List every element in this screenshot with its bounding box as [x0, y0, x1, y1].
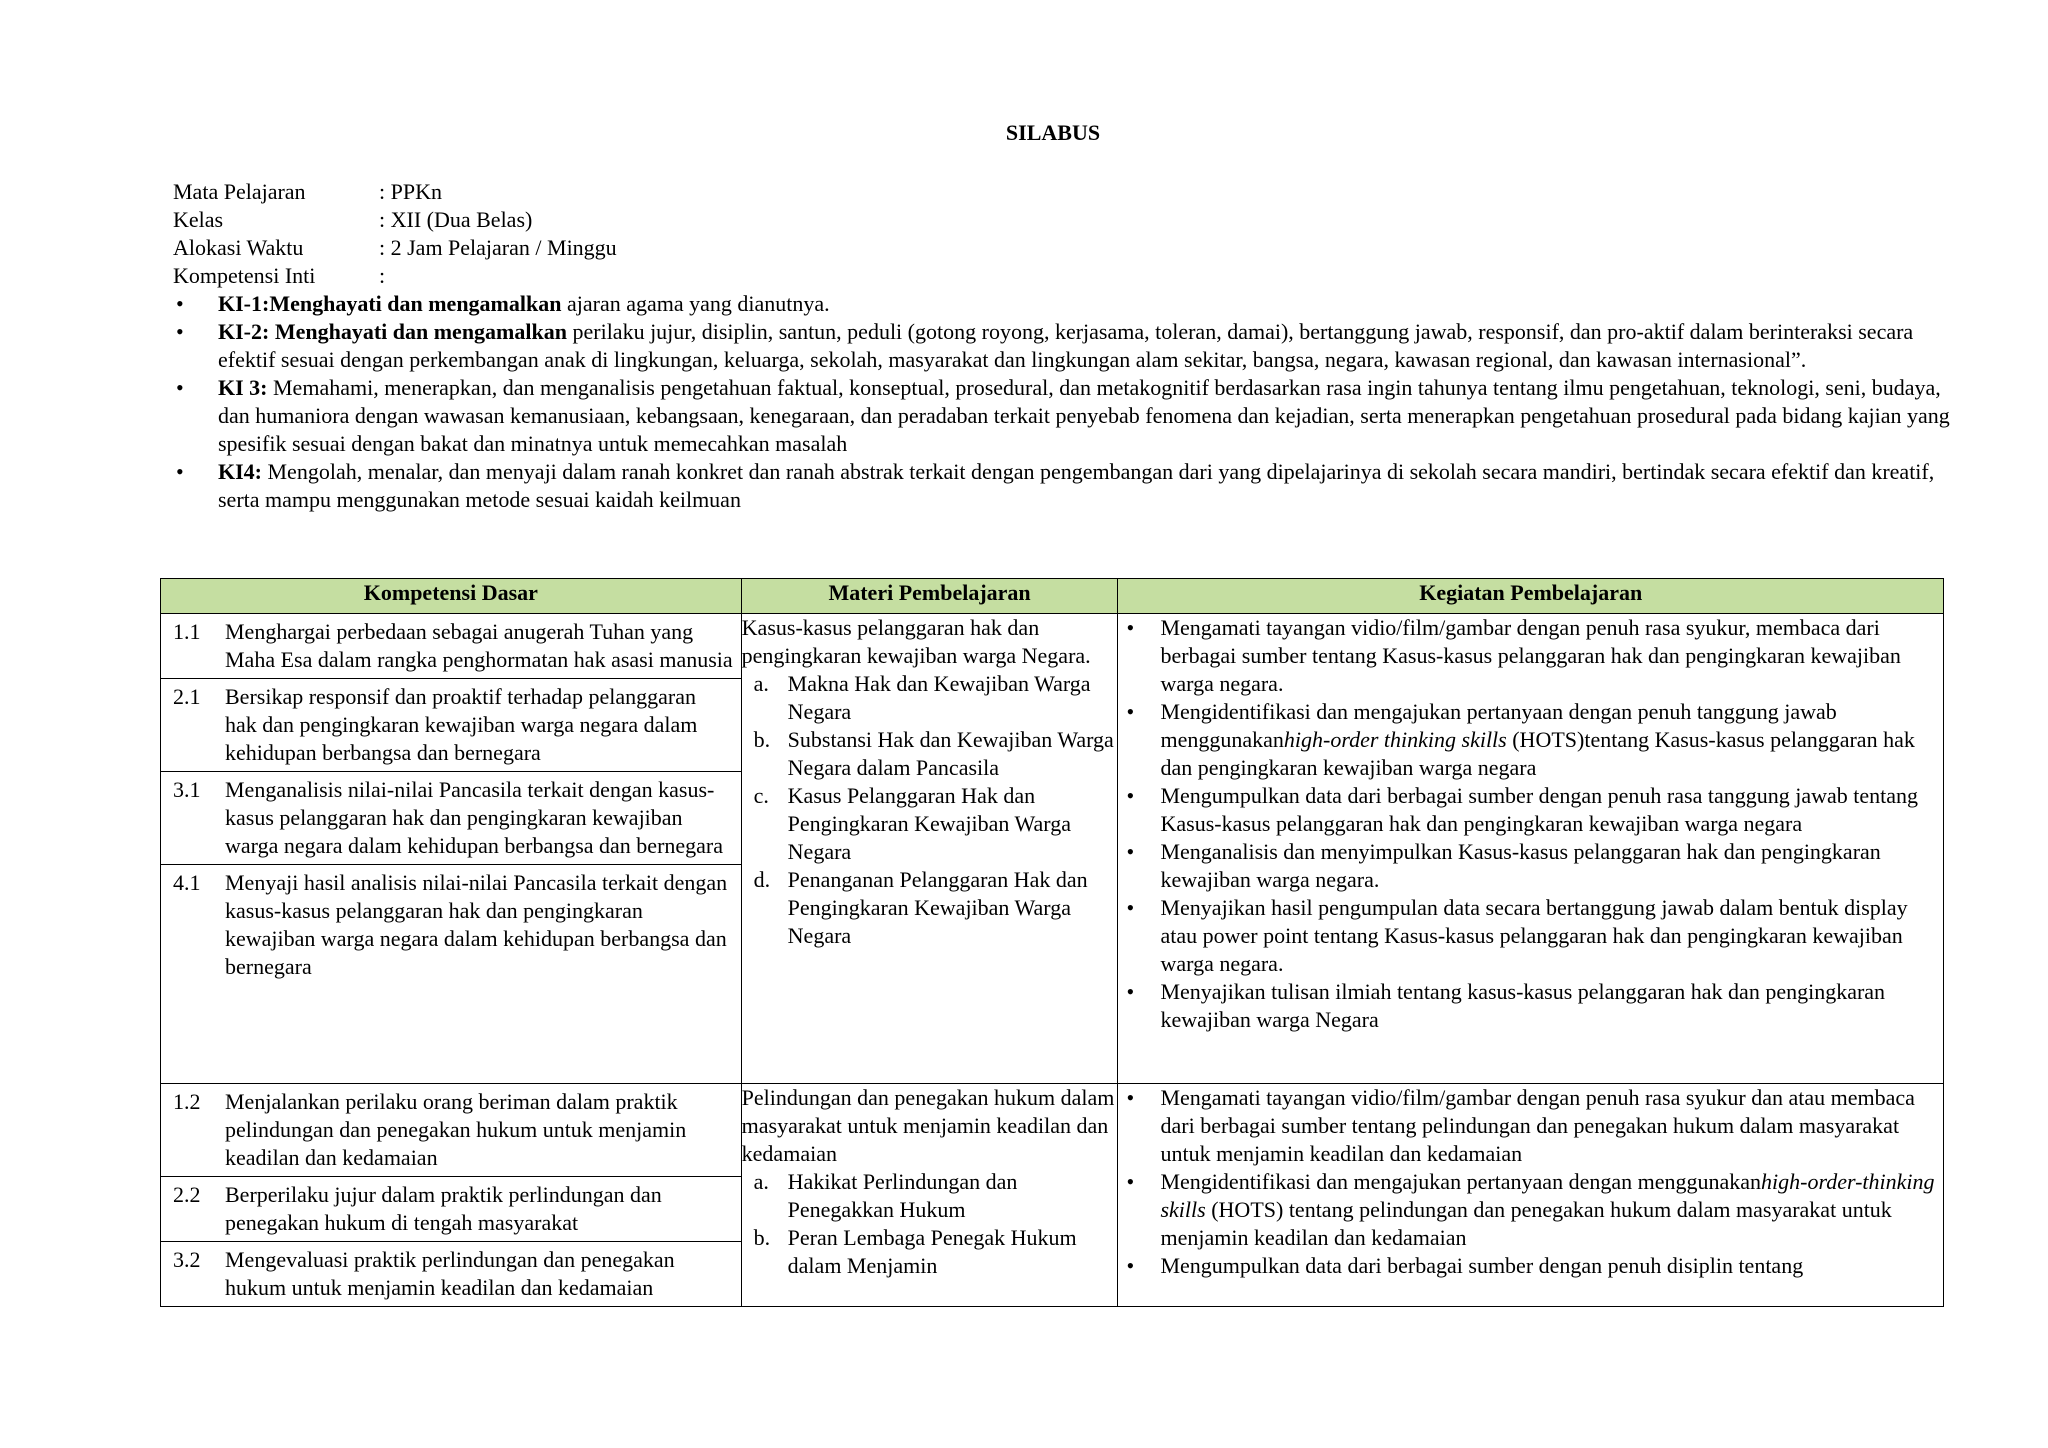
meta-row-ki: [173, 262, 617, 290]
materi-cell: [741, 614, 1118, 1084]
kegiatan-item: • Mengamati tayangan vidio/film/gambar dengan penuh rasa syukur dan atau membaca dari berbagai sumber tentang pelindungan dan penegakan hukum dalam masyarakat untuk menjamin keadilan dan kedamaian: [1118, 1084, 1943, 1168]
materi-text: Kasus Pelanggaran Hak dan Pengingkaran Kewajiban Warga Negara: [787, 783, 1071, 864]
kd-item: [161, 679, 741, 772]
kd-number: 1.2: [173, 1089, 201, 1114]
meta-row-subject: [173, 178, 617, 206]
materi-text: Substansi Hak dan Kewajiban Warga Negara dalam Pancasila: [787, 727, 1114, 780]
meta-label: Kelas: [173, 207, 224, 232]
kd-number: 3.2: [173, 1247, 201, 1272]
kd-number: 1.1: [173, 619, 201, 644]
ki-item: [173, 458, 1973, 514]
kegiatan-item: • Menyajikan hasil pengumpulan data secara bertanggung jawab dalam bentuk display atau power point tentang Kasus-kasus pelanggaran hak dan pengingkaran kewajiban warga negara.: [1118, 894, 1943, 978]
materi-intro: Kasus-kasus pelanggaran hak dan pengingkaran kewajiban warga Negara.: [741, 615, 1091, 668]
materi-letter: c.: [753, 783, 769, 808]
kegiatan-item: • Mengidentifikasi dan mengajukan pertanyaan dengan penuh tanggung jawab menggunakanhigh-order thinking skills (HOTS)tentang Kasus-kasus pelanggaran hak dan pengingkaran kewajiban warga negara: [1118, 698, 1943, 782]
subject-meta: [173, 178, 617, 290]
ki-item: [173, 318, 1973, 374]
materi-item: [742, 726, 1118, 782]
kegiatan-item: • Menyajikan tulisan ilmiah tentang kasus-kasus pelanggaran hak dan pengingkaran kewajiban warga Negara: [1118, 978, 1943, 1034]
kegiatan-cell: [1118, 1084, 1944, 1307]
ki-head: KI 3:: [218, 375, 268, 400]
materi-list: [742, 670, 1118, 950]
materi-text: Peran Lembaga Penegak Hukum dalam Menjamin: [787, 1225, 1077, 1278]
materi-text: Penanganan Pelanggaran Hak dan Pengingkaran Kewajiban Warga Negara: [787, 867, 1088, 948]
kd-cell: [161, 614, 742, 1084]
ki-item: [173, 290, 1973, 318]
table-row: [161, 1084, 1944, 1307]
materi-item: [742, 866, 1118, 950]
kd-item: [161, 1242, 741, 1306]
meta-row-class: [173, 206, 617, 234]
ki-head: KI-1:Menghayati dan mengamalkan: [218, 291, 562, 316]
core-competency-list: [173, 290, 1973, 514]
kd-text: Berperilaku jujur dalam praktik perlindungan dan penegakan hukum di tengah masyarakat: [225, 1182, 662, 1235]
col-header-kd: Kompetensi Dasar: [161, 579, 742, 614]
materi-text: Hakikat Perlindungan dan Penegakkan Hukum: [787, 1169, 1018, 1222]
syllabus-table: [160, 578, 1944, 1307]
materi-item: [742, 1168, 1118, 1224]
kd-item: [161, 772, 741, 865]
col-header-materi: Materi Pembelajaran: [741, 579, 1118, 614]
kegiatan-item: • Mengumpulkan data dari berbagai sumber dengan penuh rasa tanggung jawab tentang Kasus-kasus pelanggaran hak dan pengingkaran kewajiban warga negara: [1118, 782, 1943, 838]
kd-text: Menyaji hasil analisis nilai-nilai Pancasila terkait dengan kasus-kasus pelanggaran hak dan pengingkaran kewajiban warga negara dalam kehidupan berbangsa dan bernegara: [225, 870, 728, 979]
kd-number: 2.1: [173, 684, 201, 709]
materi-list: [742, 1168, 1118, 1280]
kd-text: Menjalankan perilaku orang beriman dalam praktik pelindungan dan penegakan hukum untuk menjamin keadilan dan kedamaian: [225, 1089, 687, 1170]
kegiatan-item: • Mengamati tayangan vidio/film/gambar dengan penuh rasa syukur, membaca dari berbagai sumber tentang Kasus-kasus pelanggaran hak dan pengingkaran kewajiban warga negara.: [1118, 614, 1943, 698]
materi-letter: b.: [753, 727, 771, 752]
ki-text: perilaku jujur, disiplin, santun, peduli (gotong royong, kerjasama, toleran, damai), bertanggung jawab, responsif, dan pro-aktif dalam berinteraksi secara efektif sesuai dengan perkembangan anak di lingkungan, keluarga, sekolah, masyarakat dan lingkungan alam sekitar, bangsa, negara, kawasan regional, dan kawasan internasional”.: [218, 319, 1914, 372]
materi-cell: [741, 1084, 1118, 1307]
ki-head: KI-2: Menghayati dan mengamalkan: [218, 319, 567, 344]
meta-label: Alokasi Waktu: [173, 235, 304, 260]
kegiatan-item: • Menganalisis dan menyimpulkan Kasus-kasus pelanggaran hak dan pengingkaran kewajiban warga negara.: [1118, 838, 1943, 894]
kegiatan-item: • Mengidentifikasi dan mengajukan pertanyaan dengan menggunakanhigh-order-thinking skills (HOTS) tentang pelindungan dan penegakan hukum dalam masyarakat untuk menjamin keadilan dan kedamaian: [1118, 1168, 1943, 1252]
materi-letter: b.: [753, 1225, 771, 1250]
kd-item: [161, 614, 741, 679]
meta-label: Mata Pelajaran: [173, 179, 306, 204]
materi-intro: Pelindungan dan penegakan hukum dalam masyarakat untuk menjamin keadilan dan kedamaian: [741, 1085, 1115, 1166]
materi-letter: a.: [753, 671, 769, 696]
meta-value: : 2 Jam Pelajaran / Minggu: [379, 235, 617, 260]
ki-text: ajaran agama yang dianutnya.: [561, 291, 830, 316]
table-header-row: [161, 579, 1944, 614]
kd-text: Mengevaluasi praktik perlindungan dan penegakan hukum untuk menjamin keadilan dan kedamaian: [225, 1247, 675, 1300]
meta-label: Kompetensi Inti: [173, 263, 316, 288]
kegiatan-cell: [1118, 614, 1944, 1084]
kegiatan-list: [1118, 614, 1943, 1034]
materi-letter: d.: [753, 867, 771, 892]
kd-item: [161, 865, 741, 985]
meta-value: : PPKn: [379, 179, 442, 204]
meta-value: : XII (Dua Belas): [379, 207, 533, 232]
col-header-kegiatan: Kegiatan Pembelajaran: [1118, 579, 1944, 614]
kd-text: Bersikap responsif dan proaktif terhadap pelanggaran hak dan pengingkaran kewajiban warga negara dalam kehidupan berbangsa dan bernegara: [225, 684, 698, 765]
kd-number: 2.2: [173, 1182, 201, 1207]
materi-item: [742, 782, 1118, 866]
kegiatan-list: [1118, 1084, 1943, 1280]
page-title: SILABUS: [1005, 120, 1101, 145]
meta-row-time: [173, 234, 617, 262]
kd-item: [161, 1177, 741, 1242]
ki-item: [173, 374, 1973, 458]
italic-term: high-order-thinking skills: [1160, 1169, 1935, 1222]
kd-text: Menghargai perbedaan sebagai anugerah Tuhan yang Maha Esa dalam rangka penghormatan hak asasi manusia: [225, 619, 733, 672]
ki-text: Memahami, menerapkan, dan menganalisis pengetahuan faktual, konseptual, prosedural, dan metakognitif berdasarkan rasa ingin tahunya tentang ilmu pengetahuan, teknologi, seni, budaya, dan humaniora dengan wawasan kemanusiaan, kebangsaan, kenegaraan, dan peradaban terkait penyebab fenomena dan kejadian, serta menerapkan pengetahuan prosedural pada bidang kajian yang spesifik sesuai dengan bakat dan minatnya untuk memecahkan masalah: [218, 375, 1950, 456]
kd-number: 4.1: [173, 870, 201, 895]
materi-letter: a.: [753, 1169, 769, 1194]
meta-value: :: [379, 263, 386, 288]
kd-cell: [161, 1084, 742, 1307]
kd-item: [161, 1084, 741, 1177]
materi-item: [742, 1224, 1118, 1280]
kd-number: 3.1: [173, 777, 201, 802]
ki-head: KI4:: [218, 459, 262, 484]
italic-term: high-order thinking skills: [1283, 727, 1507, 752]
kegiatan-item: • Mengumpulkan data dari berbagai sumber dengan penuh disiplin tentang: [1118, 1252, 1943, 1280]
ki-text: Mengolah, menalar, dan menyaji dalam ranah konkret dan ranah abstrak terkait dengan pengembangan dari yang dipelajarinya di sekolah secara mandiri, bertindak secara efektif dan kreatif, serta mampu menggunakan metode sesuai kaidah keilmuan: [218, 459, 1935, 512]
materi-item: [742, 670, 1118, 726]
table-row: [161, 614, 1944, 1084]
kd-text: Menganalisis nilai-nilai Pancasila terkait dengan kasus-kasus pelanggaran hak dan pengingkaran kewajiban warga negara dalam kehidupan berbangsa dan bernegara: [225, 777, 724, 858]
materi-text: Makna Hak dan Kewajiban Warga Negara: [787, 671, 1091, 724]
